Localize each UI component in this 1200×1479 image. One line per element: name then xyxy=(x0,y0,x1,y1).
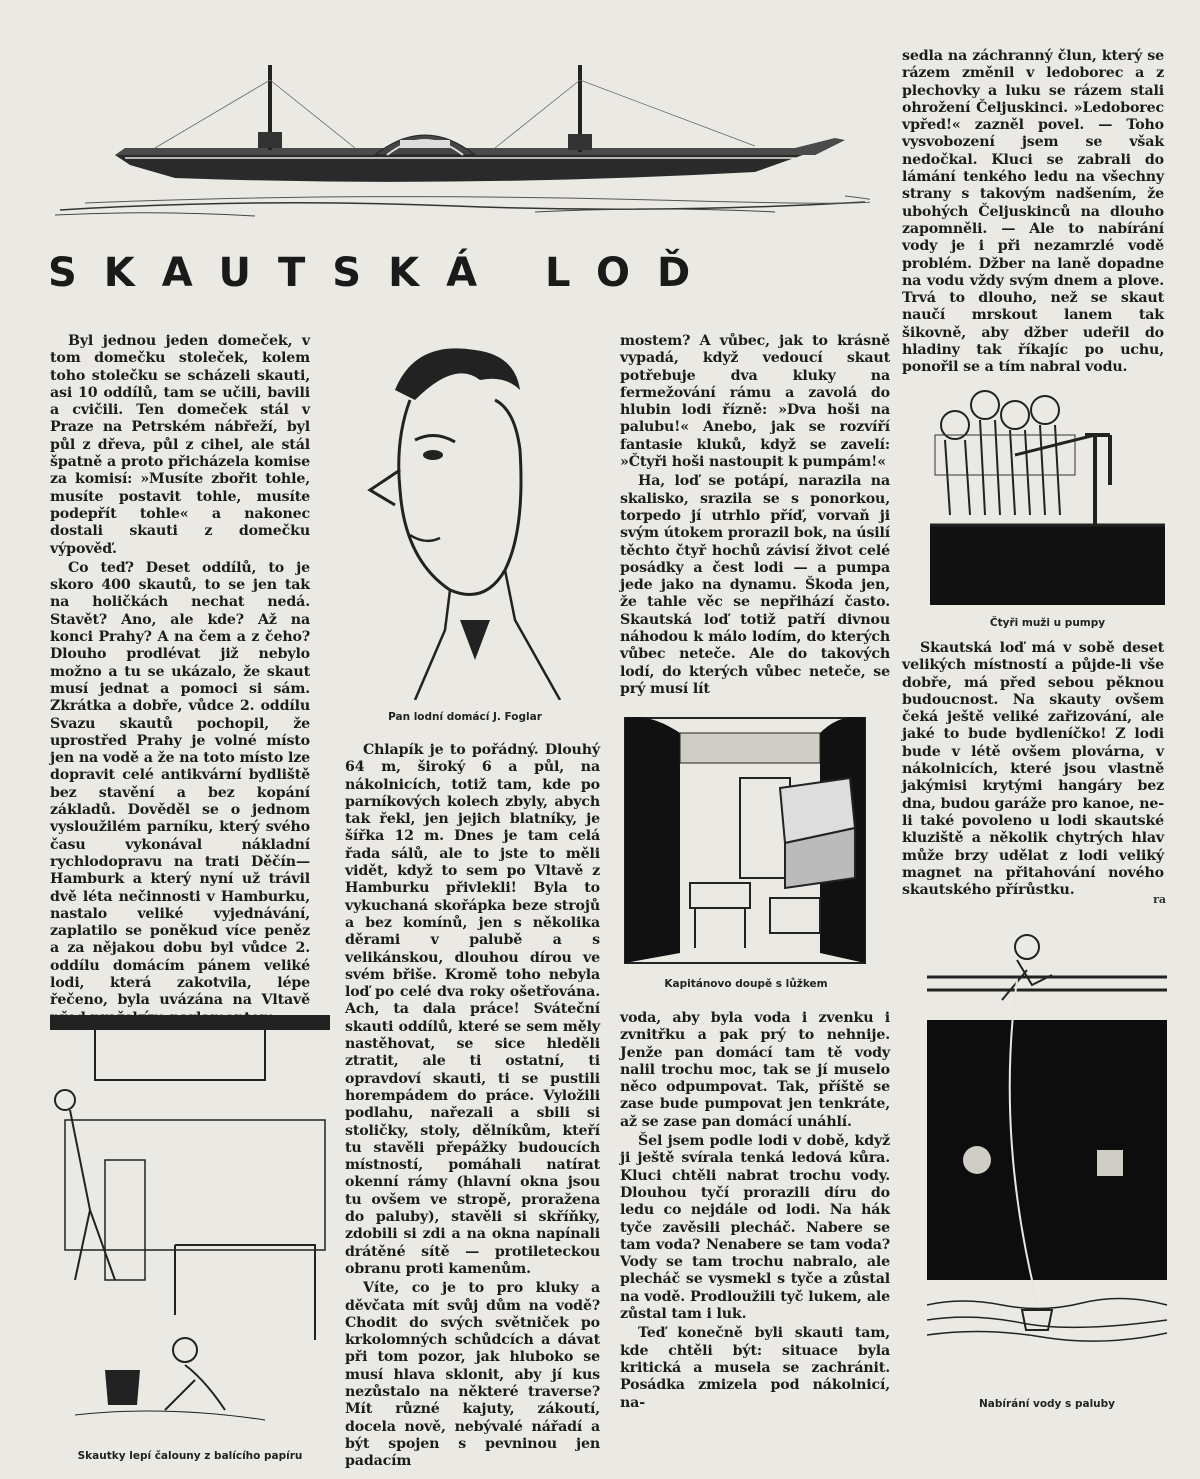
text-column-4-bottom xyxy=(902,640,1164,899)
text-column-1 xyxy=(50,333,310,1027)
paragraph: Skautská loď má v sobě deset velikých místností a půjde-li vše dobře, má před sebou pěknou budoucnost. Na skauty ovšem čeká ještě veliké zařizování, ale jaké to bude bydleníčko! Z lodi bude v létě ovšem plovárna, v nákolnicích, které jsou vlastně jakýmisi krytými hangáry bez dna, budou garáže pro kanoe, ne-li také povoleno u lodi skautské kluziště a několik chytrých hlav může brzy udělat z lodi veliký magnet na přitahování nového skautského přírůstku. xyxy=(902,640,1164,899)
steamship-illustration xyxy=(55,60,870,220)
cabin-caption: Kapitánovo doupě s lůžkem xyxy=(664,978,828,990)
paragraph: sedla na záchranný člun, který se rázem změnil v ledoborec a z plechovky a luku se rázem stali ohrožení Čeljuskinci. »Ledoborec vpřed!« zazněl povel. — Toho vysvobození jsem se však nedočkal. Kluci se zabrali do lámání tenkého ledu na všechny strany s takovým nadšením, že ubohých Čeljuskinců na dlouho zapomněli. — Ale to nabírání vody je i při nezamrzlé vodě problém. Džber na laně dopadne na vodu vždy svým dnem a plove. Trvá to dlouho, než se skaut naučí mrskout lanem tak šikovně, aby džber udeřil do hladiny tak říkajíc po uchu, ponořil se a tím nabral vodu. xyxy=(902,48,1164,376)
author-signature: ra xyxy=(1153,893,1166,906)
wallpaper-illustration xyxy=(45,1010,335,1440)
paragraph: voda, aby byla voda i zvenku i zvnitřku a pak prý to nehnije. Jenže pan domácí tam tě vody nalil trochu moc, tak se jí muselo něco odpumpovat. Tak, příště se zase bude pumpovat jen tenkráte, až se zase pan domácí unáhlí. xyxy=(620,1010,890,1130)
text-column-3-top xyxy=(620,333,890,698)
paragraph: Šel jsem podle lodi v době, když ji ještě svírala tenká ledová kůra. Kluci chtěli nabrat trochu vody. Dlouhou tyčí prorazili díru do ledu co nejdále od lodi. Na hák tyče zavěsili plecháč. Nabere se tam voda? Nenabere se tam voda? Vody se tam trochu nabralo, ale plecháč se vysmekl s tyče a zůstal na vodě. Prodloužili tyč lukem, ale zůstal tam i luk. xyxy=(620,1133,890,1323)
paragraph: Byl jednou jeden domeček, v tom domečku stoleček, kolem toho stolečku se scházeli skauti, asi 10 oddílů, tam se učili, bavili a cvičili. Ten domeček stál v Praze na Petrském nábřeží, byl půl z dřeva, půl z cihel, ale stál špatně a proto přicházela komise za komisí: »Musíte zbořit tohle, musíte postavit tohle, musíte podepřít tohle« a nakonec dostali skauti z domečku výpověď. xyxy=(50,333,310,557)
portrait-illustration xyxy=(355,330,575,700)
paragraph: Ha, loď se potápí, narazila na skalisko, srazila se s ponorkou, torpedo jí utrhlo příď, vorvaň ji svým útokem prorazil bok, na úsilí těchto čtyř hochů závisí život celé posádky a čest lodi — a pumpa jede jako na dynamu. Škoda jen, že tahle věc se nepřihází často. Skautská loď totiž patří divnou náhodou k málo lodím, do kterých vůbec neteče. Ale do takových lodí, do kterých vůbec neteče, se prý musí lít xyxy=(620,473,890,697)
paragraph: Víte, co je to pro kluky a děvčata mít svůj dům na vodě? Chodit do svých světniček po krkolomných schůdcích a dávat při tom pozor, jak hluboko se musí hlava sklonit, aby jí kus nezůstalo na některé traverse? Mít různé kajuty, zákoutí, docela nově, nebývalé nářadí a být spojen s pevninou jen padacím xyxy=(345,1280,600,1470)
wallpaper-caption: Skautky lepí čalouny z balícího papíru xyxy=(77,1450,303,1462)
cabin-illustration xyxy=(620,708,872,973)
paragraph: mostem? A vůbec, jak to krásně vypadá, když vedoucí skaut potřebuje dva kluky na fermežování rámu a zavolá do hlubin lodi řízně: »Dva hoši na palubu!« Anebo, jak se rozvíří fantasie kluků, když se zavelí: »Čtyři hoši nastoupit k pumpám!« xyxy=(620,333,890,471)
text-column-4-top xyxy=(902,48,1164,377)
pump-illustration xyxy=(925,375,1170,610)
pump-caption: Čtyři muži u pumpy xyxy=(989,617,1106,629)
text-column-3-bottom xyxy=(620,1010,890,1412)
paragraph: Chlapík je to pořádný. Dlouhý 64 m, široký 6 a půl, na nákolnicích, totiž tam, kde po parníkových kolech zbyly, abych tak řekl, jen jejich blatníky, je šířka 12 m. Dnes je tam celá řada sálů, ale to jste to měli vidět, když to sem po Vltavě z Hamburku přivlekli! Byla to vykuchaná skořápka beze strojů a bez komínů, jen s několika děrami v palubě a s velikánskou, dlouhou dírou ve svém břiše. Kromě toho nebyla loď po celé dva roky ošetřována. Ach, ta dala práce! Sváteční skauti oddílů, které se sem měly nastěhovat, se sice hleděli ztratit, ale ti ostatní, ti opravdoví skauti, ti se pustili horempádem do práce. Vyložili podlahu, nařezali a sbili si stoličky, stoly, dělníkům, kteří tu stavěli přepážky budoucích místností, pomáhali natírat okenní rámy (hlavní okna jsou tu ovšem ve stropě, proražena do paluby), stavěli si skříňky, zdobili si zdi a na okna napínali drátěné sítě — protileteckou obranu proti kamenům. xyxy=(345,742,600,1277)
paragraph: Co teď? Deset oddílů, to je skoro 400 skautů, to se jen tak na holičkách nechat nedá. Stavět? Ano, ale kde? Až na konci Prahy? A na čem a z čeho? Dlouho prodlévat již nebylo možno a tu se ukázalo, že skaut musí jednat a pomoci si sám. Zkrátka a dobře, vůdce 2. oddílu Svazu skautů pochopil, že uprostřed Prahy je volné místo jen na vodě a že na toto místo lze dopravit celé antikvární bydliště bez stavění a bez kopání základů. Dověděl se o jednom vysloužilém parníku, který svého času vykonával nákladní rychlodopravu na trati Děčín—Hamburk a který nyní už trávil dvě léta nečinnosti v Hamburku, nastalo veliké vyjednávání, zaplatilo se poněkud více peněz a za nějakou dobu byl vůdce 2. oddílu domácím pánem veliké lodi, která zakotvila, lépe řečeno, byla uvázána na Vltavě xyxy=(50,559,310,1009)
water-illustration xyxy=(922,925,1172,1350)
water-caption: Nabírání vody s paluby xyxy=(979,1398,1115,1410)
portrait-caption: Pan lodní domácí J. Foglar xyxy=(388,711,542,723)
article-title: SKAUTSKÁ LOĎ xyxy=(48,250,718,296)
text-column-2 xyxy=(345,742,600,1470)
paragraph: Teď konečně byli skauti tam, kde chtěli být: situace byla kritická a musela se zachránit. Posádka zmizela pod nákolnicí, na- xyxy=(620,1325,890,1411)
